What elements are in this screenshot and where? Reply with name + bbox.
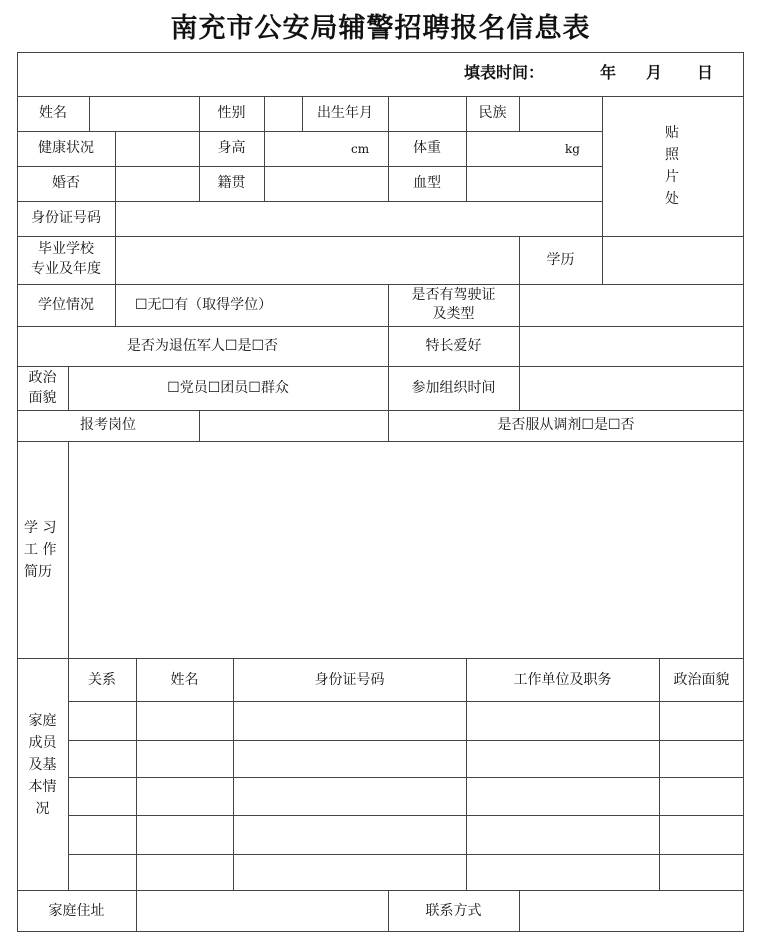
- label-education: 学历: [546, 252, 575, 268]
- contact-field[interactable]: [520, 891, 743, 931]
- veteran-options[interactable]: 是否为退伍军人☐是☐否: [126, 338, 279, 354]
- native-place-field[interactable]: [265, 167, 387, 200]
- label-family-5: 况: [35, 801, 50, 817]
- education-field[interactable]: [603, 237, 743, 283]
- label-blood-type: 血型: [413, 175, 441, 191]
- school-field[interactable]: [116, 237, 518, 283]
- birth-field[interactable]: [389, 97, 465, 130]
- weight-field[interactable]: [467, 132, 601, 165]
- label-weight: 体重: [413, 140, 441, 156]
- label-contact: 联系方式: [425, 903, 482, 919]
- label-native-place: 籍贯: [217, 175, 246, 191]
- label-resume-3: 简历: [24, 564, 52, 580]
- family-header-relation: 关系: [88, 672, 116, 688]
- label-id-number: 身份证号码: [31, 210, 101, 226]
- label-family-1: 家庭: [28, 713, 57, 729]
- name-field[interactable]: [90, 97, 198, 130]
- label-name: 姓名: [39, 105, 67, 121]
- label-resume-1: 学 习: [24, 520, 57, 536]
- table-row[interactable]: [69, 855, 743, 889]
- label-resume-2: 工 作: [24, 542, 57, 558]
- label-family-4: 本情: [28, 779, 57, 795]
- family-header-political: 政治面貌: [673, 672, 730, 688]
- position-field[interactable]: [200, 411, 387, 440]
- license-field[interactable]: [520, 285, 743, 325]
- label-degree: 学位情况: [38, 297, 94, 313]
- family-header-name: 姓名: [170, 672, 199, 688]
- label-political-1: 政治: [28, 370, 57, 386]
- photo-label-2: 照: [665, 147, 679, 163]
- political-options[interactable]: ☐党员☐团员☐群众: [167, 380, 289, 396]
- label-license-2: 及类型: [432, 306, 475, 322]
- blood-type-field[interactable]: [467, 167, 601, 200]
- gender-field[interactable]: [265, 97, 301, 130]
- photo-label-1: 贴: [665, 125, 679, 141]
- fill-date-month: 月: [646, 63, 663, 82]
- table-row[interactable]: [69, 741, 743, 776]
- label-birth: 出生年月: [317, 105, 373, 121]
- label-hobby: 特长爱好: [425, 338, 482, 354]
- label-ethnicity: 民族: [478, 105, 507, 121]
- label-address: 家庭住址: [48, 903, 105, 919]
- address-field[interactable]: [137, 891, 387, 931]
- health-field[interactable]: [116, 132, 198, 165]
- fill-date-day: 日: [697, 63, 714, 82]
- photo-label-3: 片: [665, 169, 679, 185]
- label-org-time: 参加组织时间: [411, 380, 496, 396]
- label-marital: 婚否: [52, 175, 80, 191]
- label-height: 身高: [217, 140, 246, 156]
- family-header-work: 工作单位及职务: [513, 672, 612, 688]
- label-political-2: 面貌: [28, 390, 57, 406]
- adjust-options[interactable]: 是否服从调剂☐是☐否: [497, 417, 635, 433]
- table-row[interactable]: [69, 778, 743, 814]
- weight-unit: kg: [565, 142, 580, 156]
- label-school-2: 专业及年度: [31, 261, 101, 277]
- hobby-field[interactable]: [520, 327, 743, 365]
- photo-area[interactable]: [603, 97, 743, 235]
- photo-label-4: 处: [665, 191, 679, 207]
- fill-date-year: 年: [600, 63, 617, 82]
- ethnicity-field[interactable]: [520, 97, 601, 130]
- table-row[interactable]: [69, 816, 743, 853]
- height-unit: cm: [351, 142, 370, 156]
- id-number-field[interactable]: [116, 202, 601, 235]
- fill-date-label: 填表时间：: [464, 63, 545, 82]
- resume-field[interactable]: [69, 442, 743, 657]
- form-title: 南充市公安局辅警招聘报名信息表: [170, 13, 591, 44]
- label-health: 健康状况: [38, 140, 94, 156]
- label-license-1: 是否有驾驶证: [411, 287, 496, 303]
- label-school-1: 毕业学校: [38, 241, 94, 257]
- table-row[interactable]: [69, 702, 743, 739]
- label-family-2: 成员: [28, 735, 57, 751]
- label-family-3: 及基: [28, 757, 57, 773]
- label-gender: 性别: [217, 105, 246, 121]
- degree-options[interactable]: ☐无☐有（取得学位）: [135, 297, 273, 313]
- marital-field[interactable]: [116, 167, 198, 200]
- org-time-field[interactable]: [520, 367, 743, 409]
- label-position: 报考岗位: [80, 417, 136, 433]
- family-header-id: 身份证号码: [314, 672, 385, 688]
